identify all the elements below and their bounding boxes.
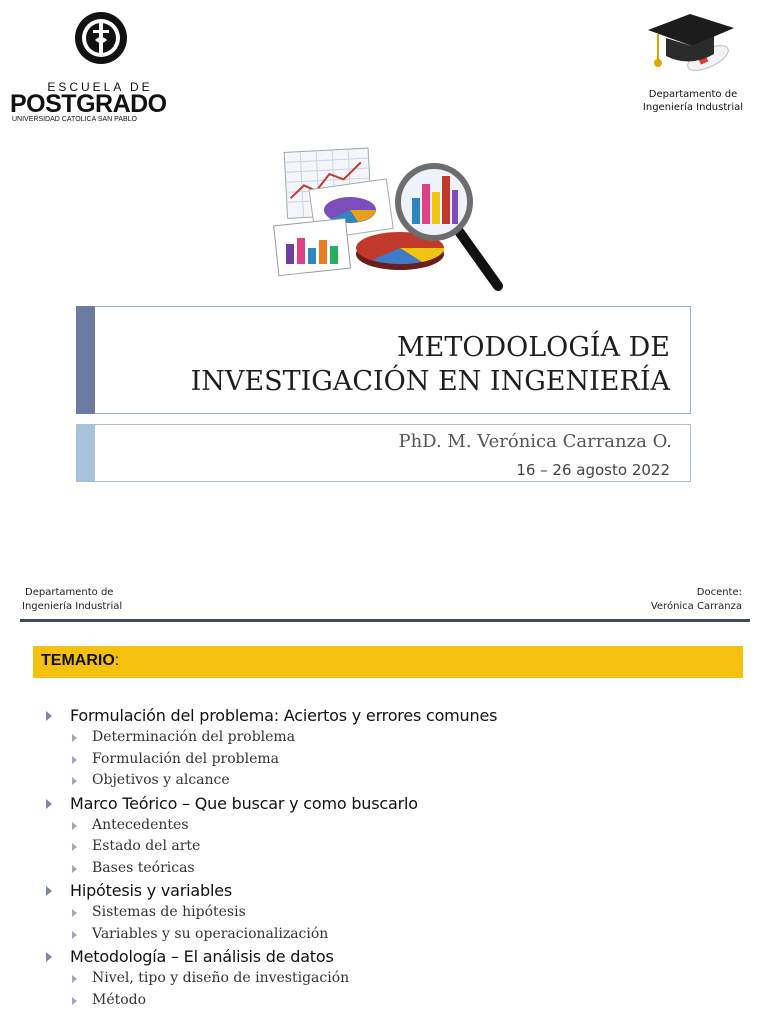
subtopic-item: [44, 858, 744, 880]
sub-bullet-arrow-icon: [72, 756, 77, 764]
subtopic-item: [44, 770, 744, 792]
subtopic-item: [44, 968, 744, 990]
sub-bullet-arrow-icon: [72, 777, 77, 785]
topic-title-text: Marco Teórico – Que buscar y como buscarlo: [70, 793, 418, 813]
subtopic-text: Sistemas de hipótesis: [92, 904, 246, 920]
topic-title-text: Formulación del problema: Aciertos y errores comunes: [70, 706, 498, 725]
bullet-arrow-icon: [46, 952, 52, 962]
subtopic-item: [44, 990, 744, 1012]
subtopic-text: Objetivos y alcance: [92, 772, 230, 788]
topic-title: [44, 704, 744, 727]
topic-title-text: Hipótesis y variables: [70, 881, 232, 900]
subtopic-text: Método: [92, 991, 147, 1008]
presentation-date: 16 – 26 agosto 2022: [516, 461, 670, 479]
subtopic-item: [44, 815, 744, 837]
section-title-banner: [33, 646, 743, 678]
bullet-arrow-icon: [46, 886, 52, 896]
escuela-postgrado-logo: [10, 10, 195, 123]
graduation-cap-icon: [638, 6, 738, 86]
subtopic-text: Bases teóricas: [92, 859, 195, 876]
agenda-slide: [0, 576, 768, 1024]
header-teacher-name: Verónica Carranza: [650, 601, 742, 612]
topic-item: [44, 704, 744, 792]
topic-item: [44, 879, 744, 945]
subtopic-text: Nivel, tipo y diseño de investigación: [92, 970, 350, 986]
sub-bullet-arrow-icon: [72, 843, 77, 851]
header-teacher: [651, 586, 742, 614]
subtopic-text: Variables y su operacionalización: [92, 925, 329, 942]
subtopic-item: [44, 836, 744, 858]
section-title-colon: :: [114, 652, 120, 669]
header-department: [22, 586, 142, 614]
logo-line-postgrado: POSTGRADO: [10, 90, 167, 118]
header-department-line-2: Ingeniería Industrial: [22, 601, 123, 612]
title-line-1: METODOLOGÍA DE: [396, 332, 670, 363]
sub-bullet-arrow-icon: [72, 865, 77, 873]
subtopic-item: [44, 727, 744, 749]
subtopic-text: Formulación del problema: [92, 750, 280, 767]
department-line-2: Ingeniería Industrial: [642, 102, 744, 113]
section-title: TEMARIO: [41, 652, 115, 669]
topic-item: [44, 792, 744, 880]
subtopic-text: Determinación del problema: [92, 729, 296, 745]
title-line-2: INVESTIGACIÓN EN INGENIERÍA: [190, 366, 670, 397]
university-seal-icon: [73, 10, 129, 66]
topic-item: [44, 945, 744, 1011]
sub-bullet-arrow-icon: [72, 997, 77, 1005]
title-accent-bar: [76, 306, 95, 414]
header-divider: [20, 619, 750, 622]
bullet-arrow-icon: [46, 711, 52, 721]
presenter-name: PhD. M. Verónica Carranza O.: [398, 431, 672, 452]
sub-bullet-arrow-icon: [72, 822, 77, 830]
sub-bullet-arrow-icon: [72, 975, 77, 983]
logo-line-university: UNIVERSIDAD CATÓLICA SAN PABLO: [12, 116, 137, 123]
header-teacher-label: Docente:: [696, 587, 742, 598]
bullet-arrow-icon: [46, 799, 52, 809]
header-department-line-1: Departamento de: [25, 587, 114, 598]
department-badge: [628, 6, 758, 111]
subtopic-item: [44, 924, 744, 946]
topic-list: [44, 704, 744, 1011]
topic-title: [44, 879, 744, 902]
topic-title: [44, 792, 744, 815]
data-analysis-illustration: [272, 146, 508, 296]
subtopic-item: [44, 749, 744, 771]
department-line-1: Departamento de: [648, 89, 738, 100]
sub-bullet-arrow-icon: [72, 909, 77, 917]
subtitle-accent-bar: [76, 424, 95, 482]
presentation-title: [191, 331, 670, 399]
topic-title: [44, 945, 744, 968]
subtopic-text: Estado del arte: [92, 838, 201, 854]
presentation-title-box: [76, 306, 691, 414]
sub-bullet-arrow-icon: [72, 734, 77, 742]
logo-line-escuela: ESCUELA DE: [47, 80, 153, 94]
sub-bullet-arrow-icon: [72, 931, 77, 939]
subtopic-text: Antecedentes: [92, 816, 189, 833]
department-label: [628, 88, 758, 114]
presenter-box: [76, 424, 691, 482]
subtopic-item: [44, 902, 744, 924]
topic-title-text: Metodología – El análisis de datos: [70, 947, 334, 966]
